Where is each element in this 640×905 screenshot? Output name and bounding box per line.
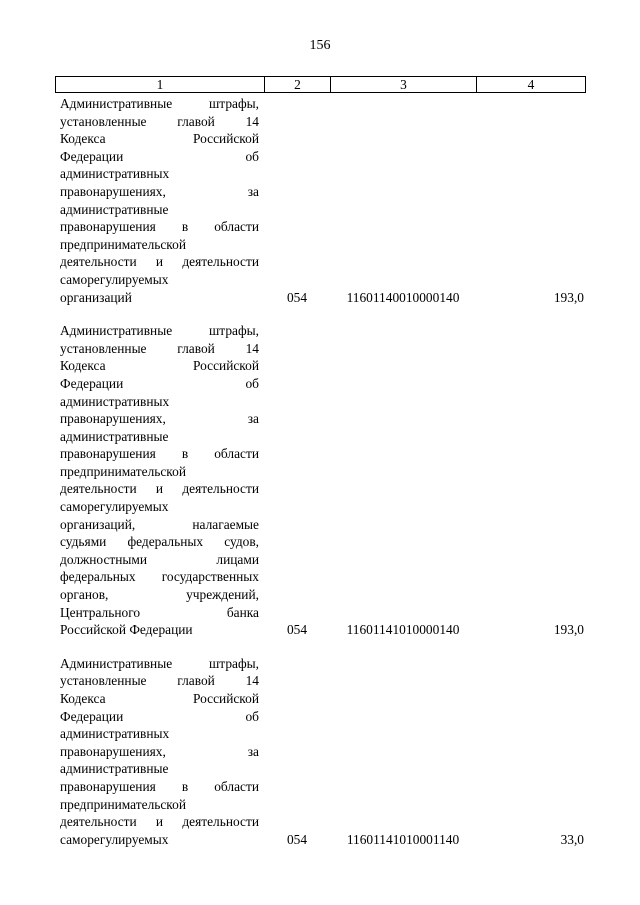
description-line: Федерации об (60, 708, 259, 724)
description-line: установленные главой 14 (60, 113, 259, 129)
description-line: предпринимательской (60, 463, 186, 479)
row-admin-code: 054 (286, 622, 308, 638)
table-body (55, 95, 586, 864)
description-line: Кодекса Российской (60, 131, 259, 147)
description-line: административных (60, 393, 170, 409)
description-line: Центрального банка (60, 604, 259, 620)
table-row (55, 322, 586, 639)
description-line: установленные главой 14 (60, 340, 259, 356)
description-line: организаций (60, 289, 132, 305)
description-line: деятельности и деятельности (60, 481, 259, 497)
description-line: должностными лицами (60, 551, 259, 567)
description-line: административных (60, 726, 170, 742)
description-line: Федерации об (60, 148, 259, 164)
description-line: Федерации об (60, 375, 259, 391)
description-line: правонарушения в области (60, 446, 259, 462)
row-amount: 33,0 (560, 831, 584, 847)
table-row (55, 95, 586, 306)
page-number: 156 (309, 38, 331, 53)
description-line: предпринимательской (60, 796, 186, 812)
description-line: Кодекса Российской (60, 691, 259, 706)
table-row (55, 655, 586, 849)
table-header (55, 76, 586, 93)
description-line: правонарушениях, за (60, 183, 259, 199)
description-line: саморегулируемых (60, 271, 169, 287)
description-line: федеральных государственных (60, 569, 259, 585)
description-line: предпринимательской (60, 236, 186, 252)
row-description (60, 322, 259, 639)
description-line: административные (60, 428, 169, 444)
description-line: правонарушения в области (60, 219, 259, 235)
row-admin-code: 054 (286, 289, 308, 305)
description-line: саморегулируемых (60, 831, 169, 847)
description-line: органов, учреждений, (60, 587, 259, 603)
description-line: Кодекса Российской (60, 358, 259, 374)
description-line: административных (60, 166, 170, 182)
description-line: правонарушения в области (60, 778, 259, 794)
description-line: административные (60, 201, 169, 217)
description-line: Административные штрафы, (60, 323, 259, 339)
description-line: деятельности и деятельности (60, 254, 259, 270)
row-amount: 193,0 (553, 289, 584, 305)
description-line: деятельности и деятельности (60, 814, 259, 830)
header-col-3: 3 (331, 77, 477, 92)
row-amount: 193,0 (553, 622, 584, 638)
description-line: административные (60, 761, 169, 777)
row-kbk-code: 11601140010000140 (346, 289, 460, 305)
row-description (60, 655, 259, 849)
description-line: установленные главой 14 (60, 673, 259, 689)
description-line: Административные штрафы, (60, 655, 259, 671)
description-line: правонарушениях, за (60, 411, 259, 427)
description-line: Административные штрафы, (60, 96, 259, 111)
description-line: саморегулируемых (60, 499, 169, 515)
row-kbk-code: 11601141010000140 (346, 622, 460, 638)
header-col-1: 1 (56, 77, 265, 92)
description-line: организаций, налагаемые (60, 516, 259, 532)
row-admin-code: 054 (286, 831, 308, 847)
description-line: судьями федеральных судов, (60, 534, 259, 550)
row-kbk-code: 11601141010001140 (346, 831, 460, 847)
description-line: Российской Федерации (60, 622, 193, 638)
header-col-4: 4 (527, 77, 535, 92)
row-description (60, 95, 259, 306)
description-line: правонарушениях, за (60, 743, 259, 759)
header-col-2: 2 (265, 77, 331, 92)
